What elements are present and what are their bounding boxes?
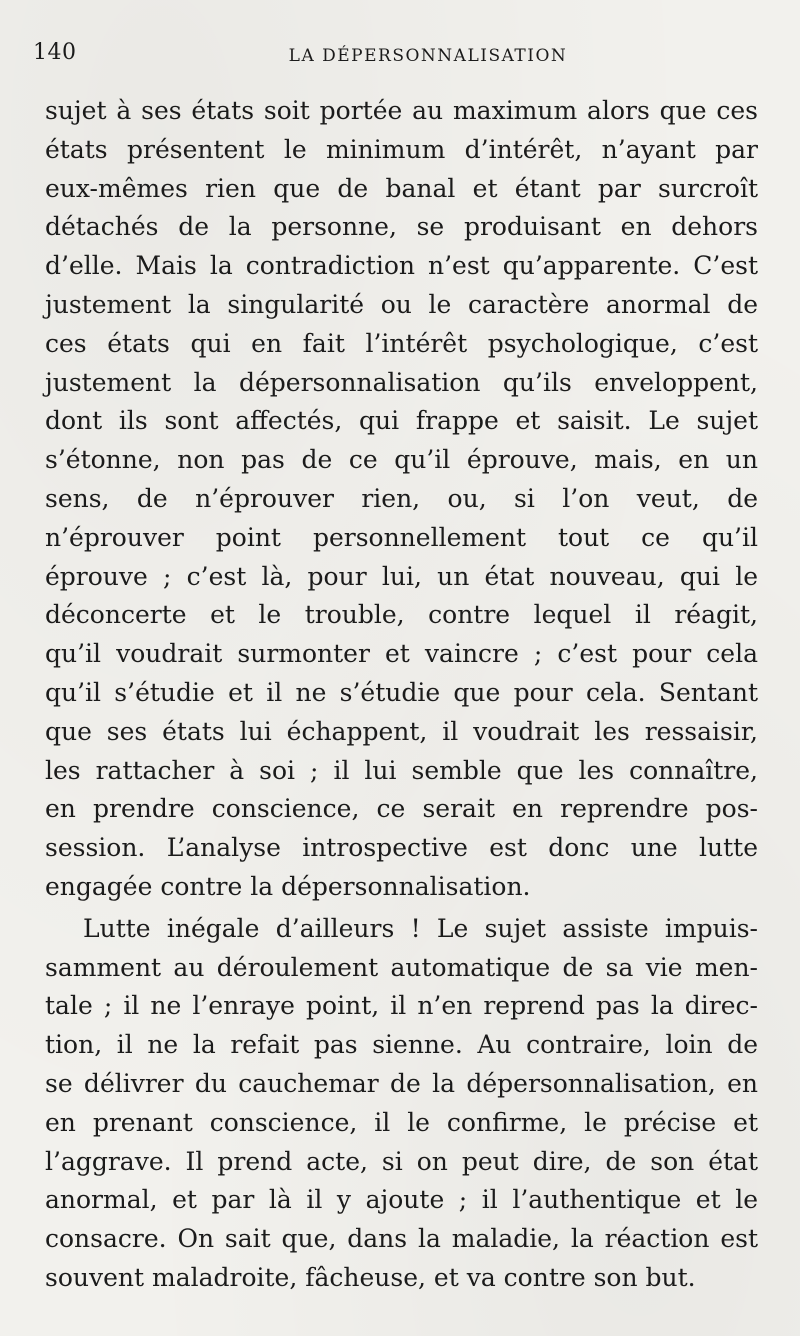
paragraph-2 (45, 910, 758, 1298)
text-line: qu’il s’étudie et il ne s’étudie que pour cela. Sentant (45, 677, 758, 707)
text-line: tale ; il ne l’enraye point, il n’en reprend pas la direc- (45, 991, 758, 1021)
text-line: que ses états lui échappent, il voudrait les ressaisir, (45, 716, 758, 746)
text-line: tion, il ne la refait pas sienne. Au contraire, loin de (45, 1030, 758, 1060)
text-line: qu’il voudrait surmonter et vaincre ; c’est pour cela (45, 639, 758, 669)
text-line: d’elle. Mais la contradiction n’est qu’apparente. C’est (45, 251, 758, 281)
text-line: déconcerte et le trouble, contre lequel il réagit, (45, 600, 758, 630)
text-line: session. L’analyse introspective est donc une lutte (45, 833, 758, 863)
text-line: n’éprouver point personnellement tout ce qu’il (45, 522, 758, 552)
text-line: consacre. On sait que, dans la maladie, la réaction est (45, 1224, 758, 1254)
text-line: éprouve ; c’est là, pour lui, un état nouveau, qui le (45, 561, 758, 591)
page-number: 140 (33, 40, 77, 65)
text-line: ces états qui en fait l’intérêt psychologique, c’est (45, 328, 758, 358)
running-title: LA DÉPERSONNALISATION (288, 46, 568, 66)
text-line: se délivrer du cauchemar de la dépersonnalisation, en (45, 1068, 758, 1098)
text-line: samment au déroulement automatique de sa vie men- (45, 952, 758, 982)
body-text (45, 92, 758, 1298)
page-header (33, 40, 763, 76)
text-line: sujet à ses états soit portée au maximum alors que ces (45, 96, 758, 125)
text-line: les rattacher à soi ; il lui semble que les connaître, (45, 755, 758, 785)
text-line: anormal, et par là il y ajoute ; il l’authentique et le (45, 1185, 758, 1215)
text-line: en prendre conscience, ce serait en reprendre pos- (45, 794, 758, 824)
text-line: justement la singularité ou le caractère anormal de (45, 289, 758, 319)
text-line: états présentent le minimum d’intérêt, n’ayant par (45, 134, 758, 164)
text-line: engagée contre la dépersonnalisation. (45, 871, 531, 901)
text-line: sens, de n’éprouver rien, ou, si l’on veut, de (45, 483, 758, 513)
paragraph-1 (45, 92, 758, 907)
text-line: eux-mêmes rien que de banal et étant par surcroît (45, 173, 758, 203)
text-line: s’étonne, non pas de ce qu’il éprouve, mais, en un (45, 445, 758, 475)
text-line: justement la dépersonnalisation qu’ils enveloppent, (45, 367, 758, 397)
text-line: Lutte inégale d’ailleurs ! Le sujet assiste impuis- (83, 913, 758, 943)
text-line: détachés de la personne, se produisant en dehors (45, 212, 758, 242)
text-line: dont ils sont affectés, qui frappe et saisit. Le sujet (45, 406, 758, 436)
text-line: souvent maladroite, fâcheuse, et va contre son but. (45, 1262, 696, 1292)
text-line: l’aggrave. Il prend acte, si on peut dire, de son état (45, 1146, 758, 1176)
text-line: en prenant conscience, il le confirme, le précise et (45, 1107, 758, 1137)
